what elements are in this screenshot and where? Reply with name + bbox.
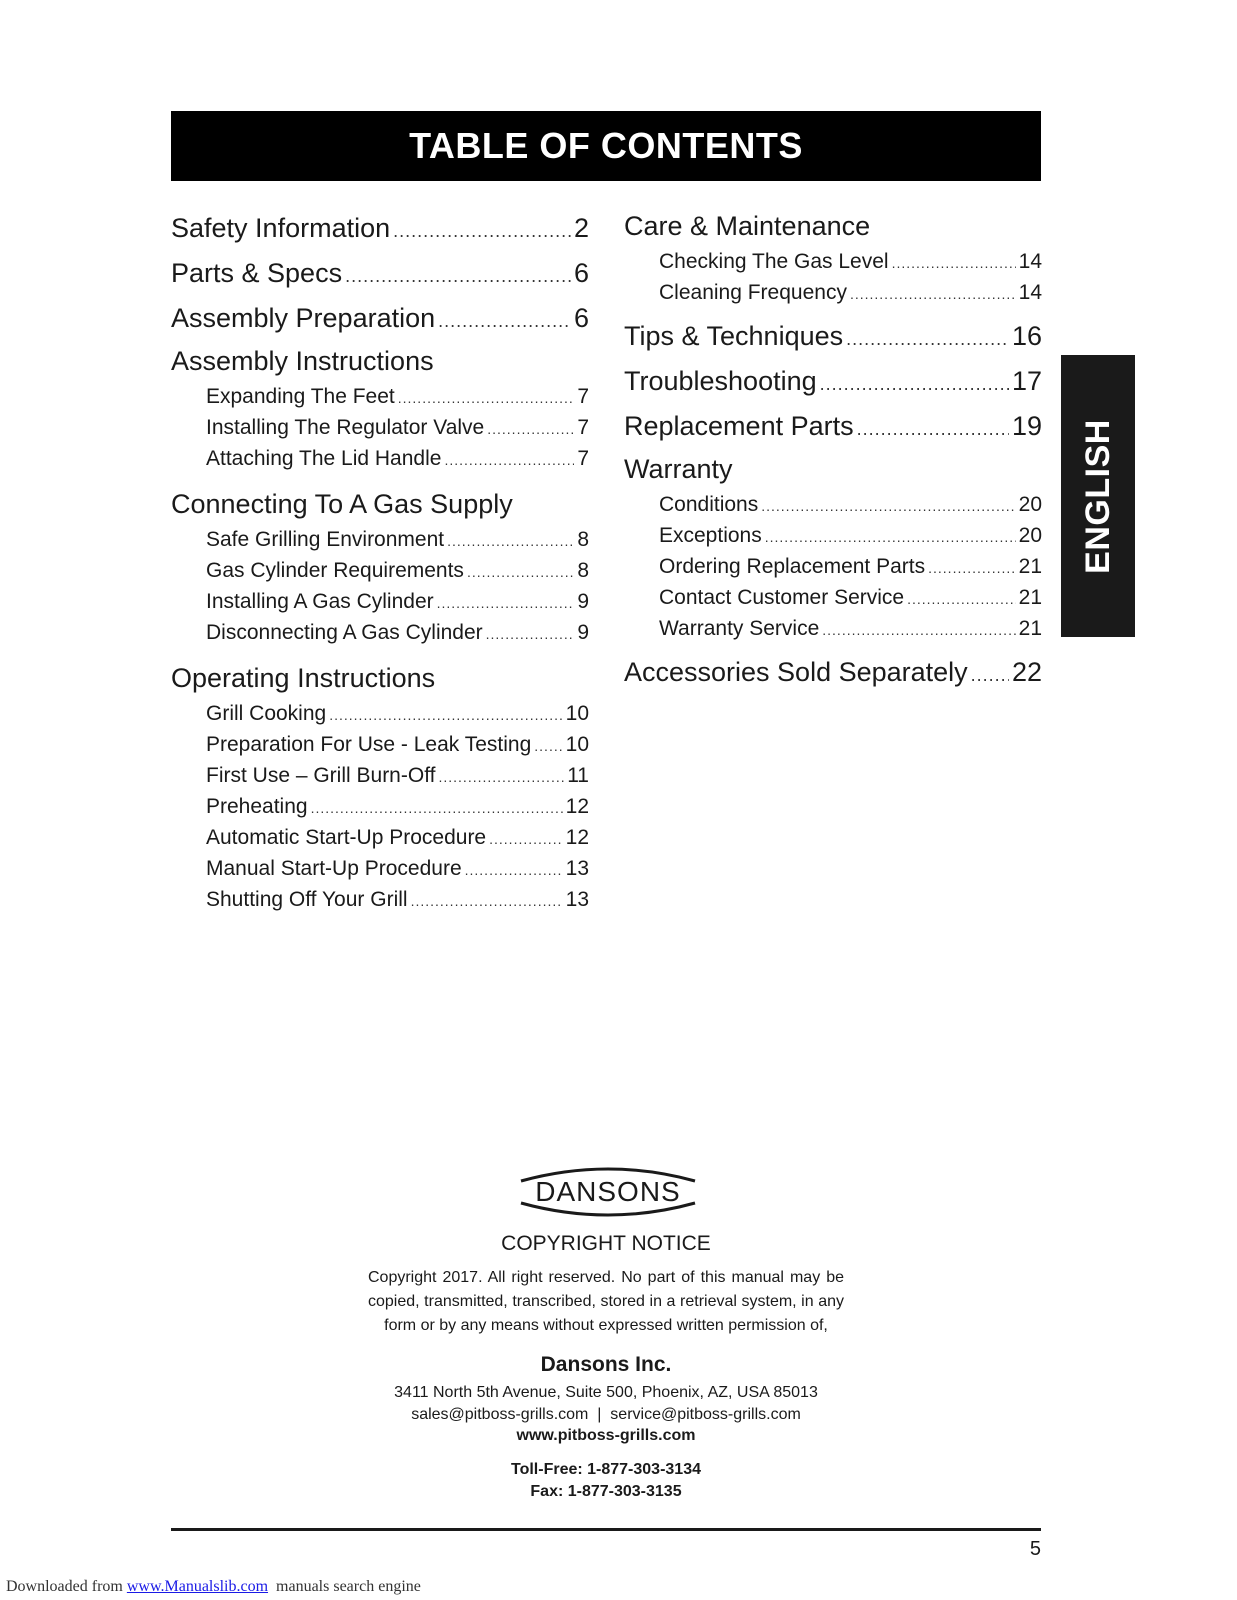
toc-entry-page: 9 <box>577 590 589 613</box>
leader-dots <box>928 553 1016 582</box>
toc-subentry[interactable] <box>624 489 1042 520</box>
toc-entry-label: Troubleshooting <box>624 366 817 396</box>
leader-dots <box>311 793 563 822</box>
company-name: Dansons Inc. <box>540 1353 672 1376</box>
toc-subentry[interactable] <box>624 520 1042 551</box>
toc-entry-troubleshooting[interactable] <box>624 359 1042 404</box>
toc-entry-label: Parts & Specs <box>171 258 343 288</box>
leader-dots <box>971 653 1009 695</box>
toc-entry-label: Attaching The Lid Handle <box>206 447 442 470</box>
leader-dots <box>437 588 575 617</box>
logo-text: DANSONS <box>535 1176 681 1207</box>
leader-dots <box>398 383 575 412</box>
fax-number: Fax: 1-877-303-3135 <box>530 1483 682 1500</box>
leader-dots <box>393 209 571 251</box>
toc-entry-label: Expanding The Feet <box>206 385 395 408</box>
toc-subentry[interactable] <box>171 443 589 474</box>
leader-dots <box>486 619 575 648</box>
toc-entry-page: 12 <box>565 795 589 818</box>
toc-entry-label: Warranty Service <box>659 617 820 640</box>
toc-entry-page: 21 <box>1018 555 1042 578</box>
toc-subentry[interactable] <box>171 586 589 617</box>
toc-subentry[interactable] <box>171 791 589 822</box>
toc-subentry[interactable] <box>624 582 1042 613</box>
toc-entry-page: 21 <box>1018 617 1042 640</box>
toc-entry-page: 10 <box>565 702 589 725</box>
toc-entry-page: 13 <box>565 888 589 911</box>
leader-dots <box>438 299 571 341</box>
toc-subentry[interactable] <box>171 698 589 729</box>
toc-entry-label: Automatic Start-Up Procedure <box>206 826 487 849</box>
company-contact <box>171 1382 1041 1426</box>
leader-dots <box>761 491 1015 520</box>
toc-entry-page: 2 <box>573 213 589 243</box>
copyright-title: COPYRIGHT NOTICE <box>501 1232 711 1255</box>
toc-subentry[interactable] <box>171 853 589 884</box>
leader-dots <box>846 317 1009 359</box>
toc-entry-page: 8 <box>577 528 589 551</box>
leader-dots <box>892 248 1016 277</box>
toc-entry-page: 12 <box>565 826 589 849</box>
download-notice <box>6 1578 421 1596</box>
leader-dots <box>489 824 563 853</box>
toc-entry-page: 20 <box>1018 493 1042 516</box>
toc-section-operating: Operating Instructions <box>171 663 436 693</box>
toc-entry-page: 8 <box>577 559 589 582</box>
copyright-body: Copyright 2017. All right reserved. No part of this manual may be copied, transmitted, transcribed, stored in a retrieval system, in any form or by any means without expressed written permission of, <box>368 1269 844 1334</box>
toc-entry-label: Gas Cylinder Requirements <box>206 559 464 582</box>
manualslib-link[interactable]: www.Manualslib.com <box>126 1578 269 1595</box>
toc-entry-label: Conditions <box>659 493 759 516</box>
toc-section-assembly: Assembly Instructions <box>171 346 434 376</box>
toc-entry-page: 17 <box>1011 366 1042 396</box>
footer-rule <box>171 1528 1041 1531</box>
toc-entry-label: Replacement Parts <box>624 411 854 441</box>
toc-entry-page: 21 <box>1018 586 1042 609</box>
toc-entry-page: 10 <box>565 733 589 756</box>
leader-dots <box>411 886 563 915</box>
toc-section-care: Care & Maintenance <box>624 211 871 241</box>
toc-subentry[interactable] <box>171 729 589 760</box>
toc-subentry[interactable] <box>171 760 589 791</box>
toc-entry-page: 6 <box>573 258 589 288</box>
company-website[interactable]: www.pitboss-grills.com <box>516 1427 696 1444</box>
toc-entry-label: Checking The Gas Level <box>659 250 889 273</box>
tollfree-number: Toll-Free: 1-877-303-3134 <box>510 1461 701 1478</box>
company-emails: sales@pitboss-grills.com | service@pitboss-grills.com <box>411 1406 801 1423</box>
toc-entry-page: 7 <box>577 416 589 439</box>
leader-dots <box>534 731 562 760</box>
leader-dots <box>467 557 574 586</box>
toc-entry-page: 20 <box>1018 524 1042 547</box>
toc-subentry[interactable] <box>171 884 589 915</box>
leader-dots <box>438 762 564 791</box>
toc-entry-label: Installing The Regulator Valve <box>206 416 485 439</box>
toc-entry-label: Exceptions <box>659 524 762 547</box>
toc-entry-safety[interactable] <box>171 206 589 251</box>
leader-dots <box>822 615 1015 644</box>
toc-entry-label: Preheating <box>206 795 308 818</box>
download-prefix: Downloaded from <box>6 1578 127 1595</box>
toc-entry-label: Manual Start-Up Procedure <box>206 857 462 880</box>
toc-subentry[interactable] <box>171 822 589 853</box>
toc-entry-label: Installing A Gas Cylinder <box>206 590 434 613</box>
toc-subentry[interactable] <box>171 617 589 648</box>
leader-dots <box>329 700 562 729</box>
toc-subentry[interactable] <box>171 555 589 586</box>
toc-subentry[interactable] <box>171 381 589 412</box>
toc-entry-label: First Use – Grill Burn-Off <box>206 764 436 787</box>
toc-right-column <box>624 206 1042 695</box>
download-suffix: manuals search engine <box>268 1578 421 1595</box>
toc-entry-label: Safe Grilling Environment <box>206 528 445 551</box>
leader-dots <box>850 279 1016 308</box>
toc-entry-page: 19 <box>1011 411 1042 441</box>
toc-entry-label: Safety Information <box>171 213 391 243</box>
toc-section-warranty: Warranty <box>624 454 733 484</box>
toc-subentry[interactable] <box>624 277 1042 308</box>
toc-entry-page: 7 <box>577 447 589 470</box>
leader-dots <box>487 414 574 443</box>
toc-entry-page: 9 <box>577 621 589 644</box>
leader-dots <box>345 254 571 296</box>
leader-dots <box>820 362 1009 404</box>
company-phones <box>171 1459 1041 1503</box>
toc-entry-page: 13 <box>565 857 589 880</box>
toc-entry-label: Contact Customer Service <box>659 586 905 609</box>
page-number: 5 <box>1029 1538 1041 1560</box>
toc-entry-accessories[interactable] <box>624 650 1042 695</box>
toc-entry-label: Tips & Techniques <box>624 321 844 351</box>
toc-subentry[interactable] <box>171 524 589 555</box>
toc-entry-label: Shutting Off Your Grill <box>206 888 408 911</box>
toc-entry-page: 7 <box>577 385 589 408</box>
language-tab-label: ENGLISH <box>1078 418 1117 574</box>
toc-entry-label: Assembly Preparation <box>171 303 436 333</box>
toc-entry-page: 6 <box>573 303 589 333</box>
company-address: 3411 North 5th Avenue, Suite 500, Phoenix, AZ, USA 85013 <box>394 1384 818 1401</box>
toc-entry-label: Disconnecting A Gas Cylinder <box>206 621 483 644</box>
toc-entry-page: 14 <box>1018 281 1042 304</box>
toc-entry-prep[interactable] <box>171 296 589 341</box>
toc-entry-page: 11 <box>567 764 589 787</box>
leader-dots <box>447 526 574 555</box>
toc-entry-label: Grill Cooking <box>206 702 327 725</box>
toc-entry-label: Preparation For Use - Leak Testing <box>206 733 532 756</box>
toc-entry-page: 16 <box>1011 321 1042 351</box>
toc-entry-replacement[interactable] <box>624 404 1042 449</box>
leader-dots <box>857 407 1009 449</box>
leader-dots <box>444 445 574 474</box>
toc-subentry[interactable] <box>624 246 1042 277</box>
toc-subentry[interactable] <box>171 412 589 443</box>
toc-entry-tips[interactable] <box>624 314 1042 359</box>
toc-entry-label: Cleaning Frequency <box>659 281 847 304</box>
leader-dots <box>907 584 1016 613</box>
leader-dots <box>765 522 1016 551</box>
toc-subentry[interactable] <box>624 613 1042 644</box>
toc-entry-parts[interactable] <box>171 251 589 296</box>
toc-entry-label: Accessories Sold Separately <box>624 657 968 687</box>
toc-section-gas: Connecting To A Gas Supply <box>171 489 513 519</box>
toc-entry-page: 22 <box>1011 657 1042 687</box>
toc-entry-page: 14 <box>1018 250 1042 273</box>
toc-entry-label: Ordering Replacement Parts <box>659 555 926 578</box>
toc-left-column <box>171 206 589 915</box>
language-tab <box>1061 355 1135 637</box>
dansons-logo <box>513 1163 703 1221</box>
toc-subentry[interactable] <box>624 551 1042 582</box>
toc-title: TABLE OF CONTENTS <box>171 111 1041 181</box>
leader-dots <box>465 855 563 884</box>
